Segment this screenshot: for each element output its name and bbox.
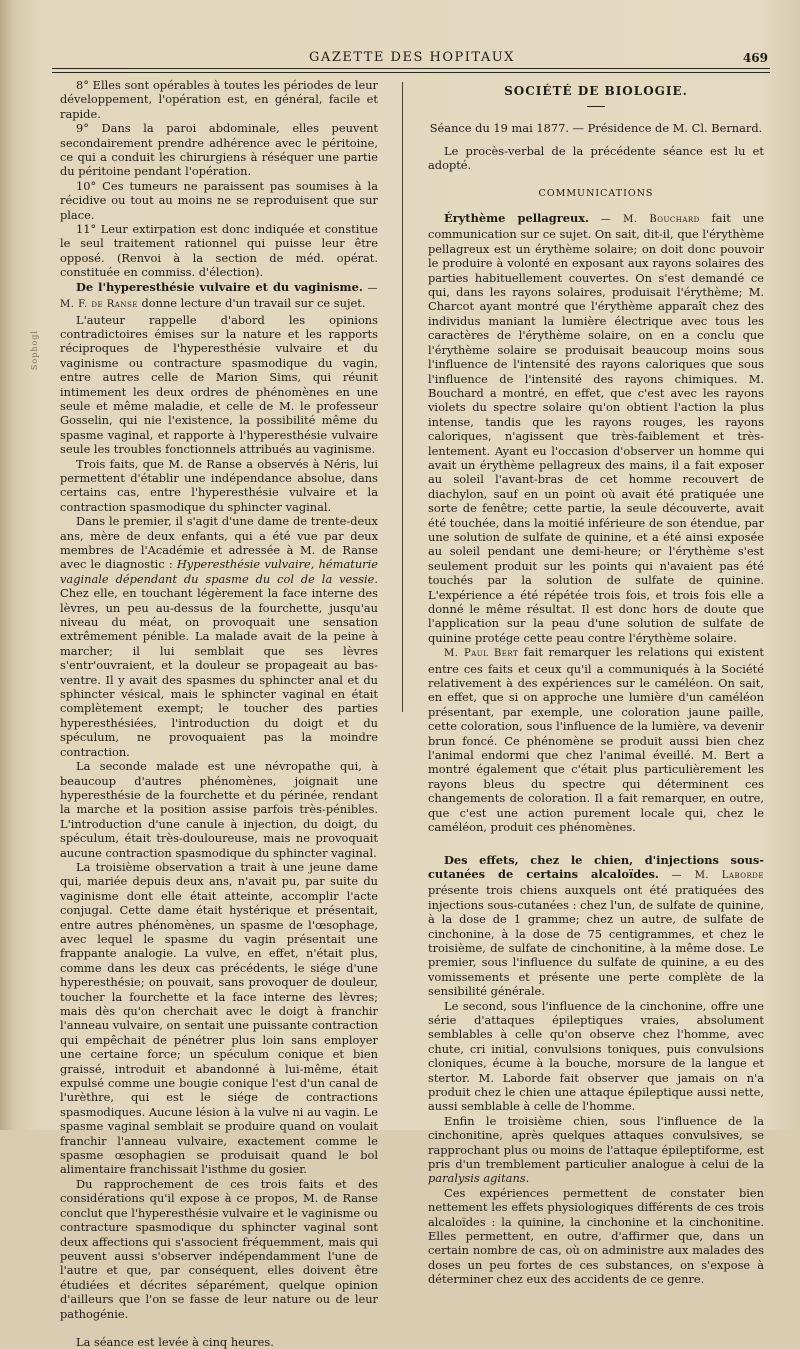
communications-heading: COMMUNICATIONS bbox=[538, 187, 654, 199]
paragraph-troisieme-chien bbox=[428, 1114, 764, 1186]
article-hyperesthesie bbox=[60, 280, 378, 313]
text-run: Enfin le troisième chien, sous l'influence de la cinchonitine, après quelques attaques convulsives, se rapprochant plus ou moins de l'attaque épileptiforme, est pris d'un tremblement particulier analogue à celui de la bbox=[428, 1113, 764, 1172]
society-heading: SOCIÉTÉ DE BIOLOGIE. bbox=[504, 84, 688, 98]
article-effets-chien bbox=[428, 853, 764, 999]
paragraph-seconde-malade: La seconde malade est une névropathe qui, à beaucoup d'autres phénomènes, joignait une hyperesthésie de la fourchette et du périnée, rendant la marche et la position assise parfois très-pénibles. L'introduction d'une canule à injection, du doigt, du spéculum, était très-douloureuse, mais ne provoquait aucune contraction spasmodique du sphincter vaginal. bbox=[60, 759, 378, 860]
article-author: M. Paul Bert bbox=[444, 648, 519, 660]
right-column bbox=[428, 78, 764, 1287]
margin-faint-text: Sophogl bbox=[30, 330, 39, 371]
article-body: fait une communication sur ce sujet. On sait, dit-il, que l'érythème pellagreux est un érythème solaire; on doit donc pouvoir le produire à volonté en exposant aux rayons solaires des parties habituellement couvertes. On s'est demandé ce qui, dans les rayons solaires, produisait l'érythème; M. Charcot ayant montré que l'érythème apparaît chez des individus maniant la lumière électrique avec tous les caractères de l'érythème solaire, on en a conclu que l'érythème solaire se produisait beaucoup moins sous l'influence de l'intensité des rayons caloriques que sous l'influence de l'intensité des rayons chimiques. M. Bouchard a montré, en effet, que c'est avec les rayons violets du spectre solaire qu'on obtient l'action la plus intense, tandis que les rayons rouges, les rayons caloriques, n'agissent que très-faiblement et très-lentement. Ayant eu l'occasion d'observer un homme qui avait un érythème pellagreux des mains, il a fait exposer au soleil l'avant-bras de cet homme recouvert de diachylon, sauf en un point où avait été pratiquée une sorte de fenêtre; cette partie, la seule découverte, avait été touchée, dans la moitié inférieure de son étendue, par une solution de sulfate de quinine, et a été ainsi exposée au soleil pendant une demi-heure; or l'érythème s'est seulement produit sur les points qui n'avaient pas été touchés par la solution de sulfate de quinine. L'expérience a été répétée trois fois, et trois fois elle a donné le même résultat. Il est donc hors de doute que l'application sur la peau d'une solution de sulfate de quinine protége cette peau contre l'érythème solaire. bbox=[428, 211, 764, 645]
closing-line: La séance est levée à cinq heures. bbox=[76, 1334, 274, 1349]
column-divider bbox=[402, 82, 403, 712]
header-rule-thin bbox=[52, 72, 770, 73]
journal-title: GAZETTE DES HOPITAUX bbox=[309, 50, 515, 65]
paragraph-second-chien: Le second, sous l'influence de la cinchonine, offre une série d'attaques épileptiques vraies, absolument semblables à celle qu'on observe chez l'homme, avec chute, cri initial, convulsions toniques, puis convulsions cloniques, écume à la bouche, morsure de la langue et stertor. M. Laborde fait observer que jamais on n'a produit chez le chien une attaque épileptique aussi nette, aussi semblable à celle de l'homme. bbox=[428, 998, 764, 1114]
paragraph-premier-cas bbox=[60, 514, 378, 759]
italic-term: paralysis agitans. bbox=[428, 1171, 530, 1186]
proces-verbal-line: Le procès-verbal de la précédente séance est lu et adopté. bbox=[428, 143, 764, 173]
paragraph-paul-bert bbox=[428, 645, 764, 834]
paragraph-conclusion: Ces expériences permettent de constater bien nettement les effets physiologiques différents de ces trois alcaloïdes : la quinine, la cinchonine et la cinchonitine. Elles permettent, en outre, d'affirmer que, dans un certain nombre de cas, où on administre aux malades des doses un peu fortes de ces substances, on s'expose à déterminer chez eux des accidents de ce genre. bbox=[428, 1185, 764, 1287]
article-erytheme bbox=[428, 211, 764, 645]
article-body: présente trois chiens auxquels ont été pratiquées des injections sous-cutanées : chez l'un, de sulfate de quinine, à la dose de 1 gramme; chez un autre, de sulfate de cinchonine, à la dose de 75 centigrammes, et chez le troisième, de sulfate de cinchonitine, à la même dose. Le premier, sous l'influence du sulfate de quinine, a eu des vomissements et présente une perte complète de la sensibilité générale. bbox=[428, 883, 764, 999]
diagnosis-italic: Hyperesthésie vulvaire, hématurie vaginale dépendant du spasme du col de la vessie. bbox=[60, 557, 378, 586]
seance-line: Séance du 19 mai 1877. — Présidence de M. Cl. Bernard. bbox=[429, 121, 763, 136]
article-body: fait remarquer les relations qui existent entre ces faits et ceux qu'il a communiqués à la Société relativement à des expériences sur le caméléon. On sait, en effet, que si on approche une lumière d'un caméléon présentant, par exemple, une coloration jaune paille, cette coloration, sous l'influence de la lumière, va devenir brun foncé. Ce phénomène se produit aussi bien chez l'animal endormi que chez l'animal éveillé. M. Bert a montré également que c'était plus particulièrement les rayons bleus du spectre qui déterminent ces changements de coloration. Il a fait remarquer, en outre, que c'est une action purement locale qui, chez le caméléon, produit ces phénomènes. bbox=[428, 645, 764, 835]
article-title: Érythème pellagreux. bbox=[444, 211, 590, 226]
paragraph-rapprochement: Du rapprochement de ces trois faits et des considérations qu'il expose à ce propos, M. de Ranse conclut que l'hyperesthésie vulvaire et le vaginisme ou contracture spasmodique du sphincter vaginal sont deux affections qui s'associent fréquemment, mais qui peuvent aussi s'observer indépendamment l'une de l'autre et que, par conséquent, elles doivent être étudiées et décrites séparément, quelque opinion d'ailleurs que l'on se fasse de leur nature ou de leur pathogénie. bbox=[60, 1176, 378, 1321]
page-number: 469 bbox=[742, 51, 768, 65]
text-run: Dans le premier, il s'agit d'une dame de trente-deux ans, mère de deux enfants, qui a été vue par deux membres de l'Académie et adressée à M. de Ranse avec le diagnostic : bbox=[60, 514, 378, 572]
article-author: — M. Bouchard bbox=[600, 214, 700, 226]
text-run: Chez elle, en touchant légèrement la face interne des lèvres, un peu au-dessus de la fourchette, jusqu'au niveau du méat, on provoquait une sensation extrêmement pénible. La malade avait de la peine à marcher; il lui semblait que ses lèvres s'entr'ouvraient, et la douleur se propageait au bas-ventre. Il y avait des spasmes du sphincter anal et du sphincter vésical, mais le sphincter vaginal en était complètement exempt; le toucher des parties hyperesthésiées, l'introduction du doigt et du spéculum, ne provoquaient pas la moindre contraction. bbox=[60, 586, 378, 759]
header-rule-thick bbox=[52, 68, 770, 69]
paragraph-point-8: 8° Elles sont opérables à toutes les périodes de leur développement, l'opération est, en général, facile et rapide. bbox=[60, 78, 378, 121]
paragraph-point-10: 10° Ces tumeurs ne paraissent pas soumises à la récidive ou tout au moins ne se reproduisent que sur place. bbox=[60, 178, 378, 222]
paragraph-point-11: 11° Leur extirpation est donc indiquée et constitue le seul traitement rationnel qui puisse leur être opposé. (Renvoi à la section de méd. opérat. constituée en commiss. d'élection). bbox=[60, 222, 378, 280]
left-column bbox=[60, 78, 378, 1349]
article-author: — M. Laborde bbox=[671, 869, 764, 881]
paragraph-troisieme-observation: La troisième observation a trait à une jeune dame qui, mariée depuis deux ans, n'avait pu, par suite du vaginisme dont elle était atteinte, accomplir l'acte conjugal. Cette dame était hystérique et présentait, entre autres phénomènes, un spasme de l'œsophage, avec lequel le spasme du vagin présentait une frappante analogie. La vulve, en effet, n'était plus, comme dans les deux cas précédents, le siége d'une hyperesthésie; on pouvait, sans provoquer de douleur, toucher la fourchette et la face interne des lèvres; mais dès qu'on cherchait avec le doigt à franchir l'anneau vulvaire, on sentait une puissante contraction qui empêchait de pénétrer plus loin sans employer une certaine force; un spéculum conique et bien graissé, introduit et abandonné à lui-même, était expulsé comme une bougie conique l'est d'un canal de l'urèthre, qui est le siége de contractions spasmodiques. Aucune lésion à la vulve ni au vagin. Le spasme vaginal semblait se produire quand on voulait franchir l'anneau vulvaire, exactement comme le spasme œsophagien se produisait quand le bol alimentaire franchissait l'isthme du gosier. bbox=[60, 859, 378, 1177]
article-intro: donne lecture d'un travail sur ce sujet. bbox=[137, 296, 366, 311]
paragraph-auteur: L'auteur rappelle d'abord les opinions contradictoires émises sur la nature et les rapports réciproques de l'hyperesthésie vulvaire et du vaginisme ou contracture spasmodique du vagin, entre autres celle de Marion Sims, qui réunit intimement les deux ordres de phénomènes en une seule et même maladie, et celle de M. le professeur Gosselin, qui nie l'existence, la possibilité même du spasme vaginal, et rapporte à l'hyperesthésie vulvaire seule les troubles fonctionnels attribués au vaginisme. bbox=[60, 312, 378, 457]
article-title: De l'hyperesthésie vulvaire et du vaginisme. bbox=[76, 279, 363, 294]
article-title: Des effets, chez le chien, d'injections sous-cutanées de certains alcaloïdes. bbox=[428, 852, 764, 881]
paragraph-trois-faits: Trois faits, que M. de Ranse a observés à Néris, lui permettent d'établir une indépendance absolue, dans certains cas, entre l'hyperesthésie vulvaire et la contraction spasmodique du sphincter vaginal. bbox=[60, 456, 378, 514]
article-author: — M. F. de Ranse bbox=[60, 282, 379, 311]
section-dash bbox=[587, 106, 605, 107]
paragraph-point-9: 9° Dans la paroi abdominale, elles peuvent secondairement prendre adhérence avec le péritoine, ce qui a conduit les chirurgiens à réséquer une partie du péritoine pendant l'opération. bbox=[60, 121, 378, 179]
